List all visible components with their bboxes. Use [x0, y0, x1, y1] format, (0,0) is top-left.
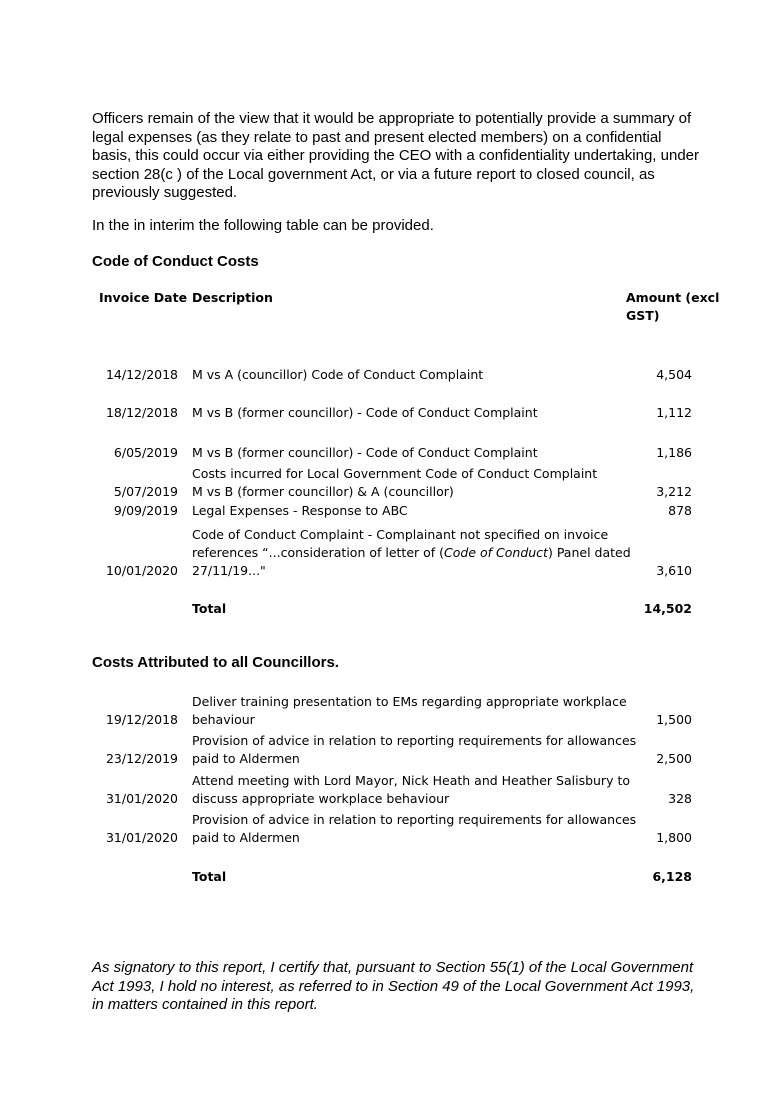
description-continued: paid to Aldermen	[192, 751, 300, 766]
column-header-amount-unit: GST)	[626, 308, 660, 323]
invoice-date: 6/05/2019	[113, 445, 178, 460]
total-value: 6,128	[652, 869, 692, 884]
amount: 1,500	[656, 712, 692, 727]
invoice-date: 10/01/2020	[105, 563, 178, 578]
intro-paragraph: Officers remain of the view that it would be appropriate to potentially provide a summary of legal expenses (as they relate to past and present elected members) on a confidential basis, this could occur via either providing the CEO with a confidentiality undertaking, under section 28(c ) of the Local government Act, or via a future report to closed council, as previously suggested.	[92, 110, 699, 201]
amount: 1,112	[656, 405, 692, 420]
invoice-date: 23/12/2019	[105, 751, 178, 766]
amount: 2,500	[656, 751, 692, 766]
amount: 4,504	[656, 367, 692, 382]
column-header-amount: Amount (excl	[626, 290, 720, 305]
invoice-date: 18/12/2018	[105, 405, 178, 420]
invoice-date: 5/07/2019	[113, 484, 178, 499]
amount: 1,800	[656, 830, 692, 845]
invoice-date: 31/01/2020	[105, 830, 178, 845]
description-text: ) Panel dated	[547, 545, 631, 560]
invoice-date: 31/01/2020	[105, 791, 178, 806]
description: Legal Expenses - Response to ABC	[192, 503, 408, 518]
invoice-date: 9/09/2019	[113, 503, 178, 518]
description: Provision of advice in relation to reporting requirements for allowances	[192, 733, 637, 748]
description-continued	[192, 544, 631, 563]
total-label: Total	[192, 869, 227, 884]
description-continued: behaviour	[192, 712, 255, 727]
description-italic-text: Code of Conduct	[444, 545, 548, 560]
column-header-invoice-date: Invoice Date	[99, 290, 188, 305]
description: Costs incurred for Local Government Code of Conduct Complaint	[192, 466, 598, 481]
amount: 328	[668, 791, 692, 806]
description-continued: 27/11/19..."	[192, 563, 266, 578]
amount: 1,186	[656, 445, 692, 460]
interim-line: In the in interim the following table can be provided.	[92, 217, 434, 234]
invoice-date: 19/12/2018	[105, 712, 178, 727]
description: Code of Conduct Complaint - Complainant not specified on invoice	[192, 527, 609, 542]
description: Attend meeting with Lord Mayor, Nick Heath and Heather Salisbury to	[192, 773, 630, 788]
description-continued: M vs B (former councillor) & A (councillor)	[192, 484, 454, 499]
description: Provision of advice in relation to reporting requirements for allowances	[192, 812, 637, 827]
description-text: references “...consideration of letter of (	[192, 545, 445, 560]
description: M vs B (former councillor) - Code of Conduct Complaint	[192, 445, 538, 460]
invoice-date: 14/12/2018	[105, 367, 178, 382]
column-header-description: Description	[192, 290, 273, 305]
amount: 878	[668, 503, 692, 518]
amount: 3,212	[656, 484, 692, 499]
all-councillors-heading: Costs Attributed to all Councillors.	[92, 654, 339, 671]
certification-statement: As signatory to this report, I certify that, pursuant to Section 55(1) of the Local Government Act 1993, I hold no interest, as referred to in Section 49 of the Local Government Act 1993, in matters contained in this report.	[92, 959, 695, 1013]
description: Deliver training presentation to EMs regarding appropriate workplace	[192, 694, 627, 709]
description-continued: discuss appropriate workplace behaviour	[192, 791, 450, 806]
description: M vs B (former councillor) - Code of Conduct Complaint	[192, 405, 538, 420]
description-continued: paid to Aldermen	[192, 830, 300, 845]
total-value: 14,502	[643, 601, 692, 616]
total-label: Total	[192, 601, 227, 616]
description: M vs A (councillor) Code of Conduct Complaint	[192, 367, 484, 382]
amount: 3,610	[656, 563, 692, 578]
code-of-conduct-heading: Code of Conduct Costs	[92, 253, 259, 270]
